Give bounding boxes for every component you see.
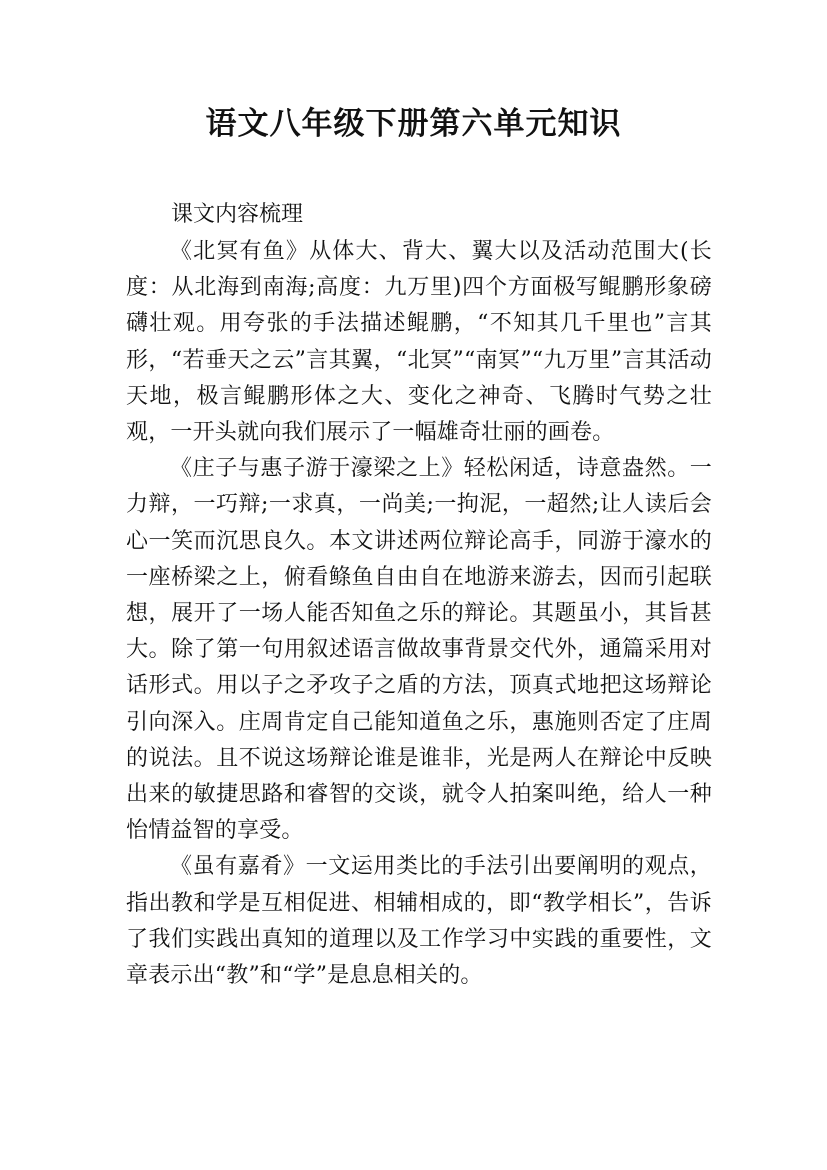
- paragraph-zhuangzi-huizi: 《庄子与惠子游于濠梁之上》轻松闲适，诗意盎然。一力辩，一巧辩;一求真，一尚美;一拘泥，一超然;让人读后会心一笑而沉思良久。本文讲述两位辩论高手，同游于濠水的一座桥梁之上，俯看鲦鱼自由自在地游来游去，因而引起联想，展开了一场人能否知鱼之乐的辩论。其题虽小，其旨甚大。除了第一句用叙述语言做故事背景交代外，通篇采用对话形式。用以子之矛攻子之盾的方法，顶真式地把这场辩论引向深入。庄周肯定自己能知道鱼之乐，惠施则否定了庄周的说法。且不说这场辩论谁是谁非，光是两人在辩论中反映出来的敏捷思路和睿智的交谈，就令人拍案叫绝，给人一种怡情益智的享受。: [126, 456, 712, 844]
- paragraph-beiming-youyu: 《北冥有鱼》从体大、背大、翼大以及活动范围大(长度：从北海到南海;高度：九万里)四个方面极写鲲鹏形象磅礴壮观。用夸张的手法描述鲲鹏，“不知其几千里也”言其形，“若垂天之云”言其翼，“北冥”“南冥”“九万里”言其活动天地，极言鲲鹏形体之大、变化之神奇、飞腾时气势之壮观，一开头就向我们展示了一幅雄奇壮丽的画卷。: [126, 239, 712, 446]
- document-title: 语文八年级下册第六单元知识: [205, 106, 622, 142]
- paragraph-sui-you-jiayao: 《虽有嘉肴》一文运用类比的手法引出要阐明的观点，指出教和学是互相促进、相辅相成的，即“教学相长”，告诉了我们实践出真知的道理以及工作学习中实践的重要性，文章表示出“教”和“学”是息息相关的。: [126, 854, 712, 989]
- section-heading: 课文内容梳理: [171, 202, 304, 227]
- document-body: [126, 234, 712, 994]
